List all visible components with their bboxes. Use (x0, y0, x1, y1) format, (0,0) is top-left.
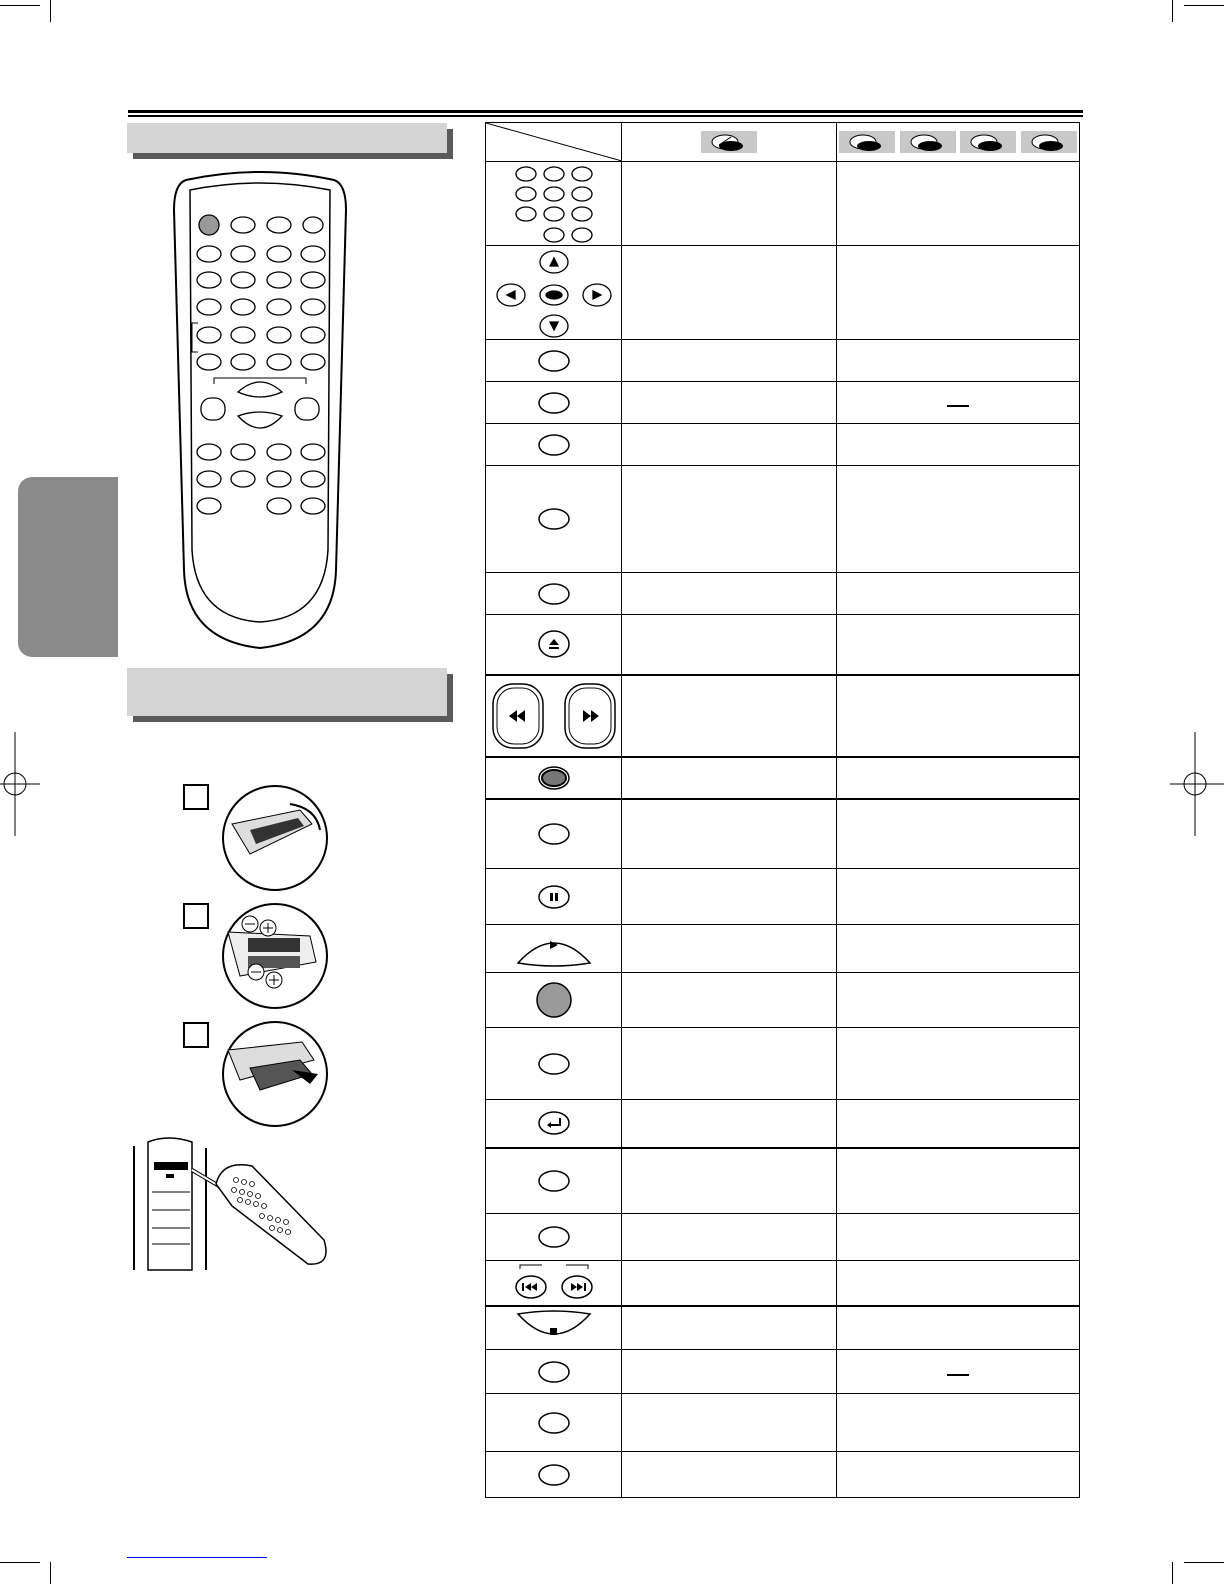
dvd-function-cell (622, 615, 837, 675)
play-button-icon (486, 925, 622, 973)
other-function-cell (837, 1261, 1080, 1306)
dvd-function-cell (622, 424, 837, 466)
power-button-icon (486, 973, 622, 1028)
oval-button-icon (486, 382, 622, 424)
table-row (486, 1394, 1080, 1452)
battery-cover-close-icon (220, 1020, 330, 1128)
dvd-function-cell (622, 799, 837, 869)
other-function-cell (837, 246, 1080, 340)
other-function-cell (837, 466, 1080, 573)
other-function-cell (837, 1452, 1080, 1498)
other-function-cell (837, 869, 1080, 925)
header-other-discs-cell (837, 123, 1080, 162)
table-row (486, 1148, 1080, 1214)
table-row (486, 246, 1080, 340)
other-function-cell (837, 1214, 1080, 1261)
table-row (486, 973, 1080, 1028)
dash-icon (947, 1374, 969, 1376)
other-function-cell (837, 799, 1080, 869)
footer-link-underline (127, 1557, 267, 1558)
table-row (486, 615, 1080, 675)
battery-insert-icon (220, 902, 330, 1010)
table-row (486, 675, 1080, 757)
oval-button-icon (486, 466, 622, 573)
other-function-cell (837, 1306, 1080, 1350)
dvd-function-cell (622, 1261, 837, 1306)
oval-button-icon (486, 1452, 622, 1498)
disc-icon (960, 131, 1016, 153)
disc-icon (900, 131, 956, 153)
dvd-function-cell (622, 1394, 837, 1452)
table-row (486, 1028, 1080, 1100)
oval-button-icon (486, 1350, 622, 1394)
dvd-function-cell (622, 382, 837, 424)
dvd-function-cell (622, 246, 837, 340)
crop-mark (50, 0, 51, 22)
step-number-box (183, 1022, 209, 1048)
not-available-dash (837, 382, 1080, 424)
remote-control-icon (168, 170, 352, 652)
table-header-row (486, 123, 1080, 162)
dvd-function-cell (622, 869, 837, 925)
other-function-cell (837, 424, 1080, 466)
table-row (486, 466, 1080, 573)
return-button-icon (486, 1100, 622, 1148)
step-number-box (183, 784, 209, 810)
side-tab (18, 477, 118, 657)
section-header-box (127, 123, 447, 153)
registration-mark-icon (1170, 732, 1224, 836)
table-row (486, 382, 1080, 424)
table-row (486, 573, 1080, 615)
cursor-enter-keys-icon (486, 246, 622, 340)
other-function-cell (837, 1148, 1080, 1214)
oval-button-icon (486, 573, 622, 615)
filled-oval-button-icon (486, 757, 622, 799)
dvd-function-cell (622, 1452, 837, 1498)
dash-icon (947, 405, 969, 407)
other-function-cell (837, 757, 1080, 799)
other-function-cell (837, 1394, 1080, 1452)
table-row (486, 799, 1080, 869)
button-function-table (485, 122, 1080, 1498)
oval-button-icon (486, 799, 622, 869)
other-function-cell (837, 573, 1080, 615)
dvd-function-cell (622, 466, 837, 573)
crop-mark (1172, 0, 1173, 22)
table-row (486, 424, 1080, 466)
table-row (486, 1214, 1080, 1261)
crop-mark (1184, 1562, 1224, 1563)
header-corner-cell (486, 123, 622, 162)
dvd-function-cell (622, 925, 837, 973)
dvd-function-cell (622, 1148, 837, 1214)
dvd-function-cell (622, 973, 837, 1028)
table-row (486, 1100, 1080, 1148)
other-function-cell (837, 925, 1080, 973)
dvd-function-cell (622, 757, 837, 799)
dvd-disc-icon (701, 131, 757, 153)
crop-mark (0, 5, 40, 6)
disc-icon (839, 131, 895, 153)
other-function-cell (837, 973, 1080, 1028)
table-row (486, 869, 1080, 925)
disc-icon (1021, 131, 1077, 153)
skip-buttons-icon (486, 1261, 622, 1306)
header-rule (128, 115, 1083, 117)
dvd-function-cell (622, 162, 837, 246)
table-row (486, 162, 1080, 246)
not-available-dash (837, 1350, 1080, 1394)
dvd-function-cell (622, 1028, 837, 1100)
table-row (486, 1452, 1080, 1498)
remote-aim-at-unit-icon (132, 1136, 332, 1272)
dvd-function-cell (622, 1100, 837, 1148)
table-row (486, 1350, 1080, 1394)
dvd-function-cell (622, 573, 837, 615)
header-dvd-cell (622, 123, 837, 162)
dvd-function-cell (622, 1350, 837, 1394)
section-header-box (127, 668, 447, 716)
other-function-cell (837, 675, 1080, 757)
number-keypad-icon (486, 162, 622, 246)
table-row (486, 925, 1080, 973)
table-row (486, 340, 1080, 382)
oval-button-icon (486, 1394, 622, 1452)
oval-button-icon (486, 340, 622, 382)
crop-mark (1172, 1562, 1173, 1584)
other-function-cell (837, 1028, 1080, 1100)
stop-button-icon (486, 1306, 622, 1350)
step-number-box (183, 903, 209, 929)
rewind-forward-buttons-icon (486, 675, 622, 757)
battery-cover-open-icon (220, 784, 330, 892)
oval-button-icon (486, 424, 622, 466)
dvd-function-cell (622, 675, 837, 757)
other-function-cell (837, 1100, 1080, 1148)
oval-button-icon (486, 1028, 622, 1100)
header-rule (128, 110, 1083, 113)
oval-button-icon (486, 1148, 622, 1214)
crop-mark (50, 1562, 51, 1584)
other-function-cell (837, 340, 1080, 382)
crop-mark (0, 1562, 40, 1563)
table-row (486, 757, 1080, 799)
dvd-function-cell (622, 340, 837, 382)
other-function-cell (837, 162, 1080, 246)
table-row (486, 1261, 1080, 1306)
other-function-cell (837, 615, 1080, 675)
pause-button-icon (486, 869, 622, 925)
registration-mark-icon (0, 732, 40, 836)
dvd-function-cell (622, 1214, 837, 1261)
table-row (486, 1306, 1080, 1350)
crop-mark (1184, 5, 1224, 6)
oval-button-icon (486, 1214, 622, 1261)
eject-button-icon (486, 615, 622, 675)
dvd-function-cell (622, 1306, 837, 1350)
